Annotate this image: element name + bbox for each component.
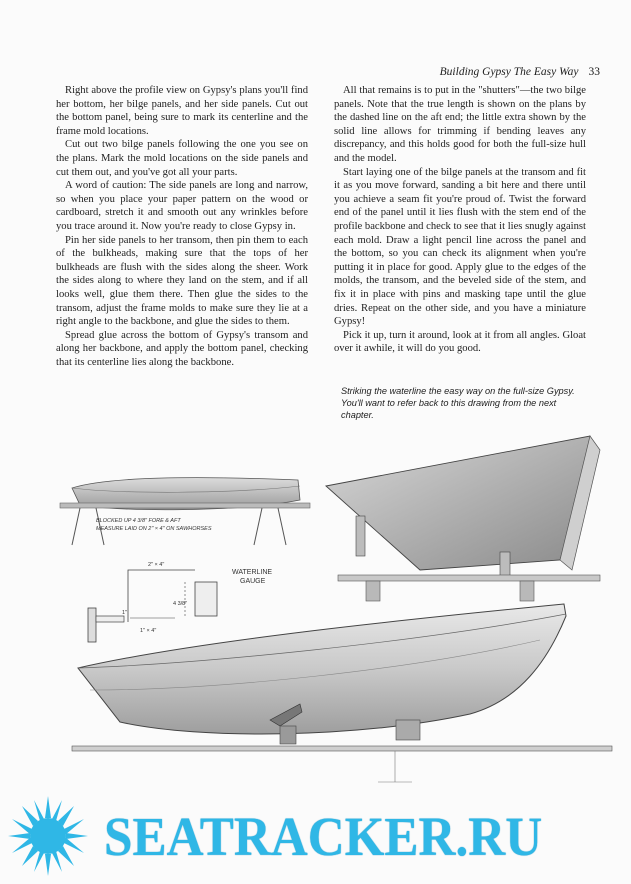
small-hull-drawing bbox=[60, 478, 310, 545]
paragraph: A word of caution: The side panels are long and narrow, so when you place your paper pattern on the wood or cardboard, stretch it and smooth out any wrinkles before you trace around it. Now you're ready to close Gypsy in. bbox=[56, 180, 308, 232]
paragraph: Pick it up, turn it around, look at it from all angles. Gloat over it awhile, it will do you good. bbox=[334, 329, 586, 355]
paragraph: Spread glue across the bottom of Gypsy's transom and along her backbone, and apply the bottom panel, checking that its centerline lies along the backbone. bbox=[56, 329, 308, 368]
annotation-measure-laid: MEASURE LAID ON 2" × 4" ON SAWHORSES bbox=[96, 526, 212, 532]
gauge-label-1: WATERLINE bbox=[232, 569, 273, 576]
page-number: 33 bbox=[588, 66, 600, 78]
running-title: Building Gypsy The Easy Way bbox=[439, 66, 579, 78]
gauge-dim-top: 2" × 4" bbox=[148, 562, 165, 568]
stern-view-drawing bbox=[326, 436, 600, 601]
paragraph: Pin her side panels to her transom, then pin them to each of the bulkheads, making sure that the tops of her bulkheads are flush with the sides along the sheer. Work the sides along to where they land on the stem, and if all looks well, glue them there. Then glue the sides to the transom, adjust the frame molds to make sure they lie at a right angle to the backbone, and glue the sides to them. bbox=[56, 234, 308, 328]
gauge-dim-height: 4 3/8" bbox=[173, 601, 188, 607]
paragraph: Right above the profile view on Gypsy's plans you'll find her bottom, her bilge panels, and her side panels. Cut out the bottom panel, being sure to mark its centerline and the frame mold locations. bbox=[56, 85, 308, 137]
annotation-blocked-up: BLOCKED UP 4 3/8" FORE & AFT bbox=[96, 518, 181, 524]
gauge-dim-bottom: 1" × 4" bbox=[140, 628, 157, 634]
sunburst-logo-icon bbox=[8, 796, 88, 876]
paragraph: All that remains is to put in the "shutters"—the two bilge panels. Note that the true length is shown on the plans by the dashed line on the aft end; the little extra shown by the solid line allows for trimming if bending leaves any discrepancy, and this holds good for both the full-size hull and the model. bbox=[334, 85, 586, 164]
gauge-label-2: GAUGE bbox=[240, 578, 266, 585]
gauge-dim-side: 1" bbox=[122, 610, 128, 616]
paragraph: Start laying one of the bilge panels at the transom and fit it as you move forward, sanding a bit here and there until you achieve a seam fit you're proud of. Twist the forward end of the panel until it lies flush with the stem end of the profile backbone and check to see that it lies snugly against each mold. Draw a light pencil line across the panel and the bottom, so you can check its alignment when you're putting it in place for good. Apply glue to the edges of the molds, the transom, and the beveled side of the stem, and fix it in place with pins and masking tape until the glue dries. Repeat on the other side, and you have a miniature Gypsy! bbox=[334, 166, 586, 328]
paragraph: Cut out two bilge panels following the one you see on the plans. Mark the mold locations on the side panels and cut them out, and you've got all your parts. bbox=[56, 139, 308, 178]
figure-caption: Striking the waterline the easy way on the full-size Gypsy. You'll want to refer back to this drawing from the next chapter. bbox=[341, 386, 575, 420]
watermark-text: SEATRACKER.RU bbox=[104, 806, 543, 867]
